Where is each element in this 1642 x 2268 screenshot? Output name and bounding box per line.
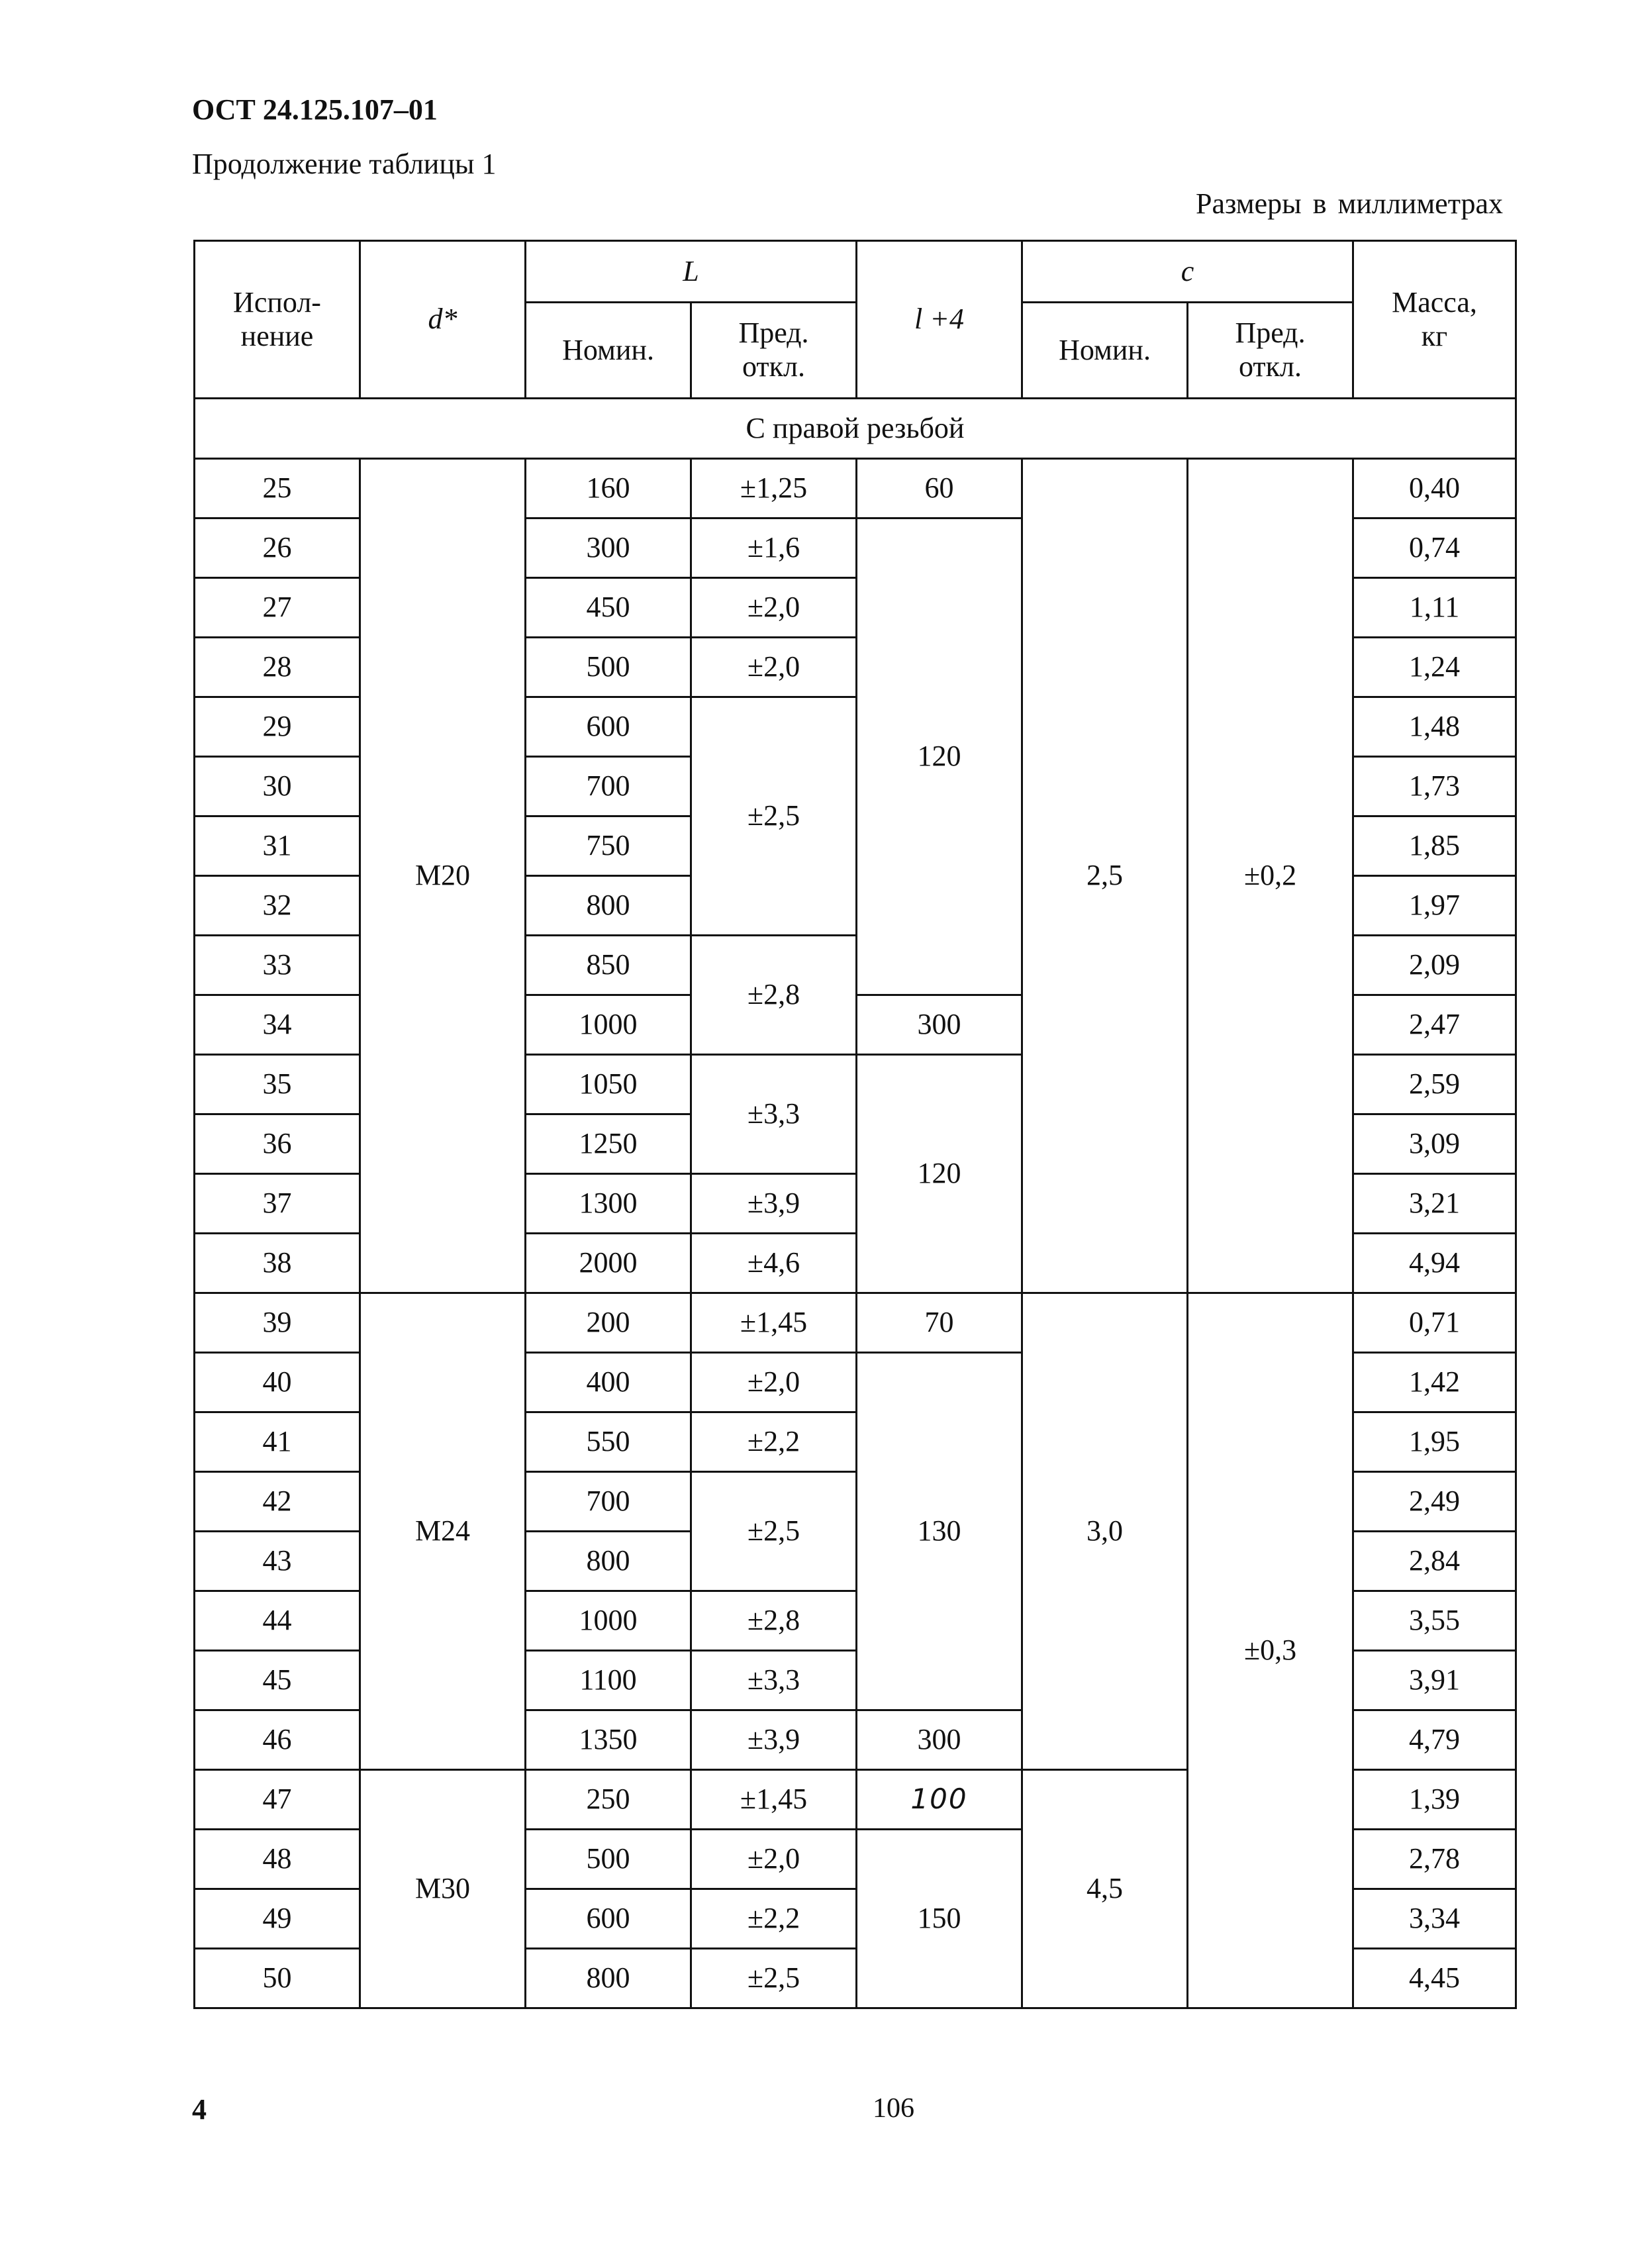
- table-continuation-label: Продолжение таблицы 1: [192, 148, 497, 180]
- cell-L-nominal: 550: [526, 1412, 691, 1472]
- cell-mass: 1,39: [1353, 1770, 1516, 1830]
- cell-L-tolerance: ±2,0: [691, 578, 857, 638]
- header-c: c: [1022, 241, 1353, 303]
- cell-variant: 28: [195, 638, 360, 697]
- cell-mass: 3,55: [1353, 1591, 1516, 1651]
- cell-variant: 48: [195, 1830, 360, 1889]
- cell-L-tolerance: ±2,2: [691, 1889, 857, 1949]
- cell-L-nominal: 2000: [526, 1234, 691, 1293]
- page-section-number: 4: [192, 2093, 207, 2126]
- cell-mass: 0,40: [1353, 459, 1516, 518]
- cell-L-nominal: 850: [526, 936, 691, 995]
- cell-L-tolerance: ±3,9: [691, 1710, 857, 1770]
- cell-l4: 120: [857, 518, 1022, 995]
- cell-l4: 300: [857, 995, 1022, 1055]
- cell-L-tolerance: ±2,0: [691, 1353, 857, 1412]
- cell-l4: 70: [857, 1293, 1022, 1353]
- cell-mass: 1,24: [1353, 638, 1516, 697]
- cell-variant: 33: [195, 936, 360, 995]
- table-row: [195, 459, 1516, 518]
- cell-variant: 40: [195, 1353, 360, 1412]
- cell-variant: 38: [195, 1234, 360, 1293]
- cell-mass: 1,95: [1353, 1412, 1516, 1472]
- cell-mass: 2,78: [1353, 1830, 1516, 1889]
- cell-variant: 35: [195, 1055, 360, 1114]
- cell-variant: 39: [195, 1293, 360, 1353]
- cell-mass: 0,71: [1353, 1293, 1516, 1353]
- cell-mass: 3,09: [1353, 1114, 1516, 1174]
- cell-L-nominal: 1050: [526, 1055, 691, 1114]
- cell-L-tolerance: ±4,6: [691, 1234, 857, 1293]
- cell-thread: М30: [360, 1770, 526, 2008]
- cell-L-nominal: 400: [526, 1353, 691, 1412]
- cell-L-nominal: 800: [526, 1532, 691, 1591]
- cell-L-nominal: 800: [526, 1949, 691, 2008]
- cell-variant: 43: [195, 1532, 360, 1591]
- cell-variant: 34: [195, 995, 360, 1055]
- cell-l4: 300: [857, 1710, 1022, 1770]
- cell-L-tolerance: ±2,5: [691, 1472, 857, 1591]
- cell-mass: 4,79: [1353, 1710, 1516, 1770]
- cell-variant: 41: [195, 1412, 360, 1472]
- page-number: 106: [873, 2093, 914, 2124]
- cell-l4: 150: [857, 1830, 1022, 2008]
- cell-L-nominal: 700: [526, 1472, 691, 1532]
- cell-variant: 42: [195, 1472, 360, 1532]
- cell-L-nominal: 1000: [526, 995, 691, 1055]
- cell-L-tolerance: ±1,6: [691, 518, 857, 578]
- cell-variant: 36: [195, 1114, 360, 1174]
- cell-variant: 49: [195, 1889, 360, 1949]
- cell-mass: 4,45: [1353, 1949, 1516, 2008]
- cell-thread: М20: [360, 459, 526, 1293]
- cell-L-nominal: 600: [526, 697, 691, 757]
- cell-L-tolerance: ±1,45: [691, 1293, 857, 1353]
- cell-L-tolerance: ±3,9: [691, 1174, 857, 1234]
- cell-L-nominal: 450: [526, 578, 691, 638]
- cell-L-nominal: 200: [526, 1293, 691, 1353]
- header-L-tolerance: Пред. откл.: [691, 303, 857, 399]
- cell-L-tolerance: ±1,25: [691, 459, 857, 518]
- header-L-nominal: Номин.: [526, 303, 691, 399]
- cell-c-nominal: 2,5: [1022, 459, 1188, 1293]
- header-thread-d: d*: [360, 241, 526, 399]
- cell-L-nominal: 1250: [526, 1114, 691, 1174]
- cell-c-nominal: 3,0: [1022, 1293, 1188, 1770]
- cell-L-tolerance: ±2,5: [691, 1949, 857, 2008]
- cell-variant: 29: [195, 697, 360, 757]
- cell-mass: 2,59: [1353, 1055, 1516, 1114]
- cell-L-nominal: 700: [526, 757, 691, 816]
- cell-L-nominal: 300: [526, 518, 691, 578]
- cell-variant: 45: [195, 1651, 360, 1710]
- header-c-nominal: Номин.: [1022, 303, 1188, 399]
- cell-variant: 37: [195, 1174, 360, 1234]
- cell-thread: М24: [360, 1293, 526, 1770]
- cell-mass: 1,85: [1353, 816, 1516, 876]
- cell-L-tolerance: ±2,0: [691, 1830, 857, 1889]
- cell-c-tolerance: ±0,3: [1188, 1293, 1353, 2008]
- cell-mass: 1,42: [1353, 1353, 1516, 1412]
- units-note: Размеры в миллиметрах: [1196, 187, 1503, 220]
- cell-variant: 31: [195, 816, 360, 876]
- cell-c-tolerance: ±0,2: [1188, 459, 1353, 1293]
- cell-mass: 2,49: [1353, 1472, 1516, 1532]
- cell-L-tolerance: ±2,2: [691, 1412, 857, 1472]
- cell-mass: 2,47: [1353, 995, 1516, 1055]
- cell-L-nominal: 800: [526, 876, 691, 936]
- cell-mass: 3,21: [1353, 1174, 1516, 1234]
- cell-variant: 44: [195, 1591, 360, 1651]
- cell-mass: 1,97: [1353, 876, 1516, 936]
- cell-mass: 0,74: [1353, 518, 1516, 578]
- cell-l4: 120: [857, 1055, 1022, 1293]
- cell-mass: 1,73: [1353, 757, 1516, 816]
- cell-L-tolerance: ±2,8: [691, 1591, 857, 1651]
- cell-L-nominal: 500: [526, 638, 691, 697]
- doc-code: ОСТ 24.125.107–01: [192, 93, 438, 126]
- dimensions-table: [193, 240, 1517, 2009]
- cell-variant: 47: [195, 1770, 360, 1830]
- table-row: [195, 1293, 1516, 1353]
- cell-variant: 25: [195, 459, 360, 518]
- cell-L-tolerance: ±2,8: [691, 936, 857, 1055]
- cell-mass: 2,09: [1353, 936, 1516, 995]
- cell-l4-handwritten: 100: [857, 1770, 1022, 1830]
- cell-variant: 30: [195, 757, 360, 816]
- cell-mass: 3,91: [1353, 1651, 1516, 1710]
- cell-variant: 46: [195, 1710, 360, 1770]
- cell-mass: 3,34: [1353, 1889, 1516, 1949]
- cell-L-nominal: 1100: [526, 1651, 691, 1710]
- cell-L-tolerance: ±3,3: [691, 1651, 857, 1710]
- cell-mass: 1,48: [1353, 697, 1516, 757]
- header-c-tolerance: Пред. откл.: [1188, 303, 1353, 399]
- cell-variant: 26: [195, 518, 360, 578]
- header-l-plus-4: l +4: [857, 241, 1022, 399]
- section-title: С правой резьбой: [195, 399, 1516, 459]
- cell-l4: 60: [857, 459, 1022, 518]
- cell-L-tolerance: ±2,0: [691, 638, 857, 697]
- header-mass: Масса, кг: [1353, 241, 1516, 399]
- cell-l4: 130: [857, 1353, 1022, 1710]
- cell-variant: 27: [195, 578, 360, 638]
- cell-L-nominal: 250: [526, 1770, 691, 1830]
- cell-L-nominal: 160: [526, 459, 691, 518]
- cell-L-nominal: 1300: [526, 1174, 691, 1234]
- cell-L-tolerance: ±1,45: [691, 1770, 857, 1830]
- cell-L-tolerance: ±3,3: [691, 1055, 857, 1174]
- cell-L-nominal: 1350: [526, 1710, 691, 1770]
- cell-mass: 4,94: [1353, 1234, 1516, 1293]
- cell-variant: 50: [195, 1949, 360, 2008]
- cell-L-nominal: 500: [526, 1830, 691, 1889]
- cell-L-tolerance: ±2,5: [691, 697, 857, 936]
- cell-mass: 2,84: [1353, 1532, 1516, 1591]
- cell-L-nominal: 750: [526, 816, 691, 876]
- cell-mass: 1,11: [1353, 578, 1516, 638]
- header-length-L: L: [526, 241, 857, 303]
- cell-c-nominal: 4,5: [1022, 1770, 1188, 2008]
- cell-variant: 32: [195, 876, 360, 936]
- header-variant: Испол-нение: [195, 241, 360, 399]
- cell-L-nominal: 600: [526, 1889, 691, 1949]
- cell-L-nominal: 1000: [526, 1591, 691, 1651]
